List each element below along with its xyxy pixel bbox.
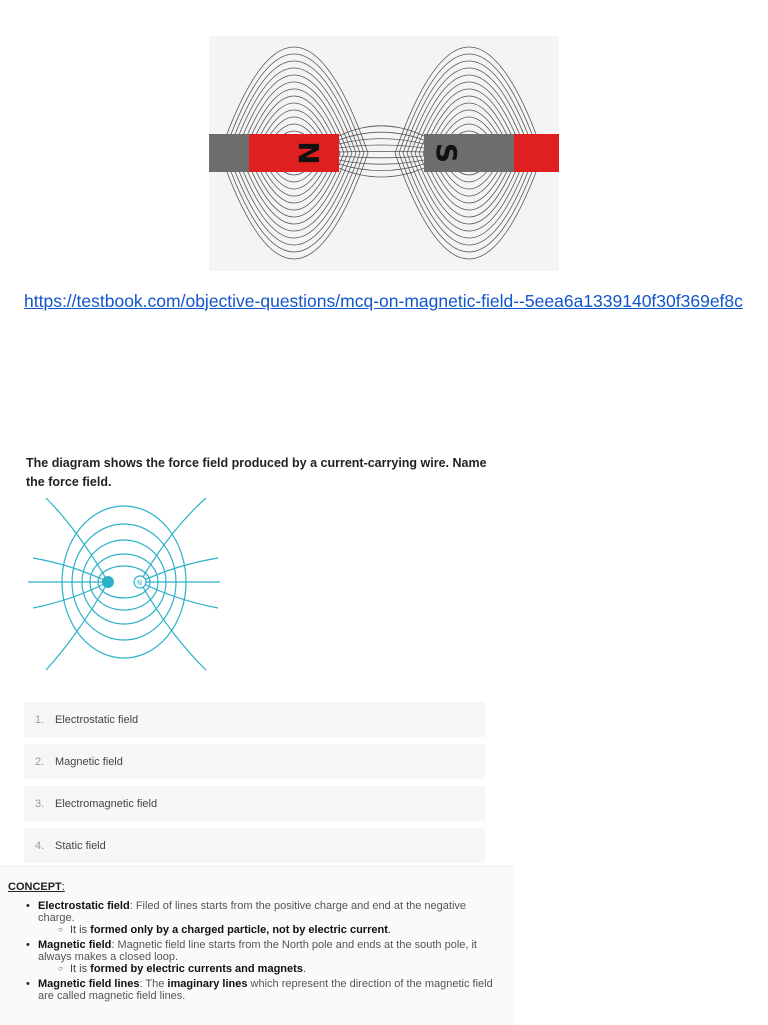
option-label: Static field <box>55 839 106 852</box>
option-number: 4. <box>35 839 45 852</box>
south-pole-dot <box>102 576 114 588</box>
option-number: 2. <box>35 755 45 768</box>
north-pole-label: N <box>137 579 143 587</box>
list-item: • Electrostatic field: Filed of lines starts from the positive charge and end at the negative charge. <box>26 900 496 924</box>
field-ray <box>140 582 206 670</box>
answer-options <box>24 702 485 870</box>
field-ray <box>140 582 218 608</box>
field-ray <box>33 582 108 608</box>
option-label: Electromagnetic field <box>55 797 158 810</box>
list-item: • Magnetic field lines: The imaginary lines which represent the direction of the magnetic field are called magnetic field lines. <box>26 978 496 1002</box>
concept-title: CONCEPT: <box>8 881 65 893</box>
option-number: 3. <box>35 797 45 810</box>
magnet-field-illustration <box>209 36 559 271</box>
left-magnet-gray-end <box>209 134 249 172</box>
option-3[interactable] <box>24 786 485 821</box>
south-pole-label: S <box>116 580 121 588</box>
option-4[interactable] <box>24 828 485 863</box>
list-item: • Magnetic field: Magnetic field line starts from the North pole and ends at the south pole, it always makes a closed loop. <box>26 939 496 963</box>
field-line <box>339 151 424 152</box>
field-diagram-svg <box>28 490 228 685</box>
magnet-field-image <box>209 36 559 271</box>
option-label: Electrostatic field <box>55 713 139 726</box>
option-1[interactable] <box>24 702 485 737</box>
right-magnet-red-end <box>514 134 559 172</box>
field-line <box>339 168 424 177</box>
question-text: The diagram shows the force field produced by a current-carrying wire. Name the force field. <box>26 456 487 489</box>
field-ray <box>33 558 108 582</box>
list-subitem: ○ It is formed only by a charged particle, not by electric current. <box>26 924 496 936</box>
field-ray <box>140 558 218 582</box>
reference-link[interactable]: https://testbook.com/objective-questions/mcq-on-magnetic-field--5eea6a1339140f30f369ef8c <box>24 291 743 311</box>
option-label: Magnetic field <box>55 755 123 768</box>
right-pole-label: S <box>430 142 463 164</box>
field-line <box>339 126 424 136</box>
field-line <box>339 139 424 144</box>
list-subitem: ○ It is formed by electric currents and magnets. <box>26 963 496 975</box>
concept-list <box>26 897 496 1002</box>
option-number: 1. <box>35 713 45 726</box>
option-2[interactable] <box>24 744 485 779</box>
field-lines-diagram <box>28 490 228 685</box>
field-line <box>339 145 424 148</box>
left-pole-label: N <box>292 141 325 165</box>
concept-section <box>0 866 514 1025</box>
field-line <box>339 156 424 158</box>
